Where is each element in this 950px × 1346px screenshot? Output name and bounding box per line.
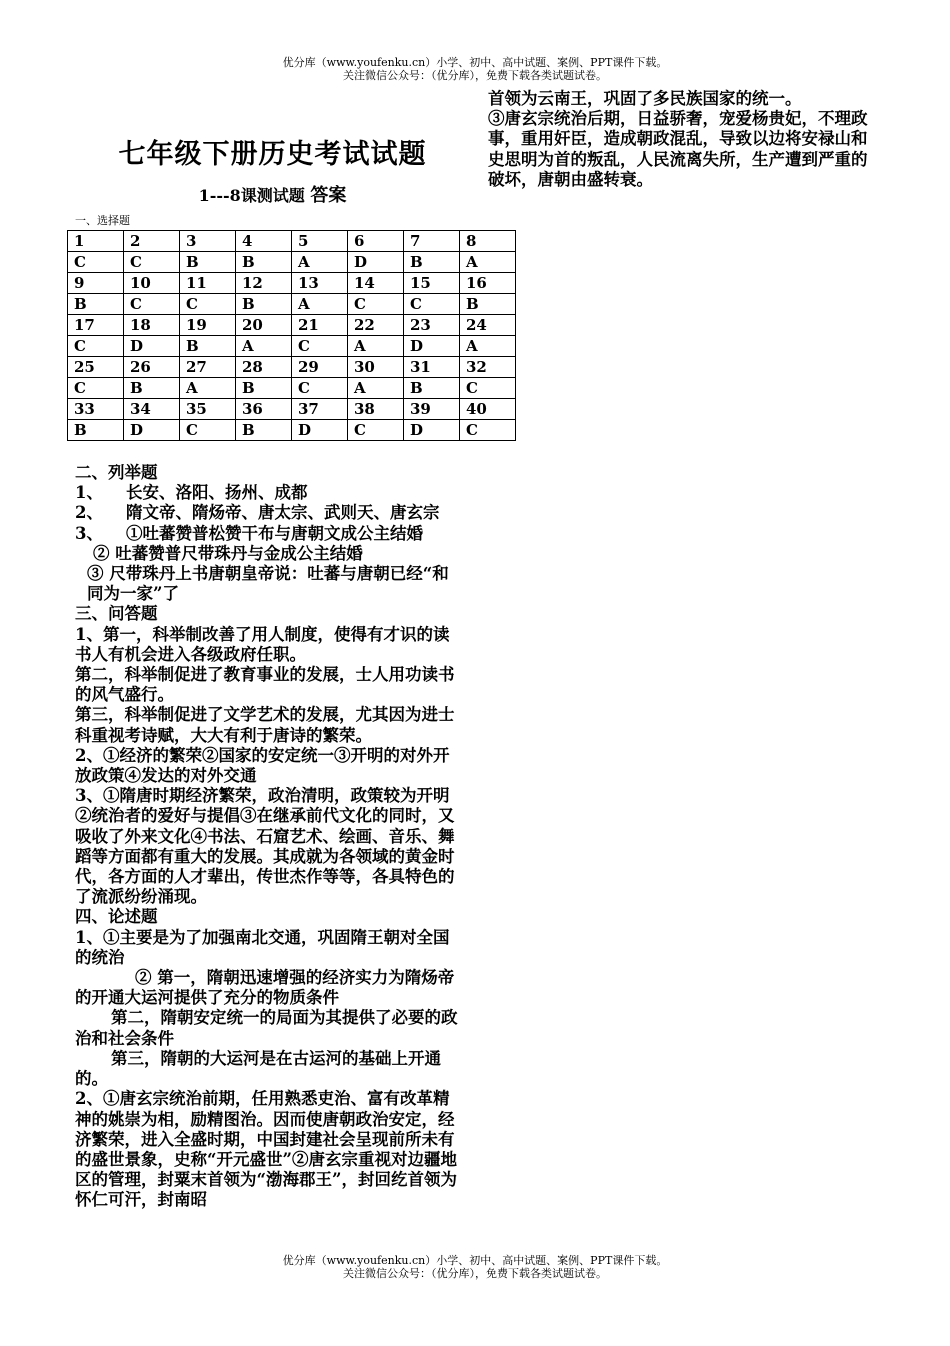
answer-choice-cell: B <box>460 294 516 315</box>
footer-line-1: 优分库（www.youfenku.cn）小学、初中、高中试题、案例、PPT课件下载。 <box>282 1254 668 1267</box>
subtitle-answer: 答案 <box>310 185 347 206</box>
footer-line-2: 关注微信公众号：（优分库），免费下载各类试题试卷。 <box>343 1267 607 1280</box>
question-number-cell: 22 <box>348 315 404 336</box>
answer-choice-cell: D <box>348 252 404 273</box>
answer-table-number-row <box>68 273 516 294</box>
answer-table-answer-row <box>68 420 516 441</box>
list-answer-3-item-3: ③ 尺带珠丹上书唐朝皇帝说：吐蕃与唐朝已经“和同为一家”了 <box>87 564 449 604</box>
answer-choice-cell: B <box>236 378 292 399</box>
answer-choice-cell: C <box>460 420 516 441</box>
answer-table-number-row <box>68 231 516 252</box>
list-answer-3: 3、 ①吐蕃赞普松赞干布与唐朝文成公主结婚 <box>75 523 423 543</box>
question-number-cell: 25 <box>68 357 124 378</box>
answer-choice-cell: B <box>180 336 236 357</box>
answer-table-answer-row <box>68 252 516 273</box>
question-number-cell: 36 <box>236 399 292 420</box>
answer-choice-cell: C <box>68 336 124 357</box>
question-number-cell: 29 <box>292 357 348 378</box>
question-number-cell: 33 <box>68 399 124 420</box>
page-subtitle <box>70 181 475 207</box>
answer-choice-cell: A <box>180 378 236 399</box>
question-number-cell: 26 <box>124 357 180 378</box>
answer-table-number-row <box>68 357 516 378</box>
qa-answer-3: 3、①隋唐时期经济繁荣，政治清明，政策较为开明②统治者的爱好与提倡③在继承前代文化的同时，又吸收了外来文化④书法、石窟艺术、绘画、音乐、舞蹈等方面都有重大的发展。其成就为各领域的黄金时代，各方面的人才辈出，传世杰作等等，各具特色的了流派纷纷涌现。 <box>75 786 455 907</box>
question-number-cell: 38 <box>348 399 404 420</box>
answer-choice-cell: B <box>236 252 292 273</box>
question-number-cell: 28 <box>236 357 292 378</box>
answer-choice-cell: A <box>236 336 292 357</box>
section-qa-title: 三、问答题 <box>75 604 158 624</box>
answer-choice-cell: D <box>124 336 180 357</box>
header-line-1: 优分库（www.youfenku.cn）小学、初中、高中试题、案例、PPT课件下载。 <box>282 56 668 69</box>
list-answer-2: 2、 隋文帝、隋炀帝、唐太宗、武则天、唐玄宗 <box>75 503 440 523</box>
answer-choice-cell: B <box>68 420 124 441</box>
question-number-cell: 34 <box>124 399 180 420</box>
question-number-cell: 27 <box>180 357 236 378</box>
left-column <box>75 463 465 1211</box>
answer-choice-cell: C <box>404 294 460 315</box>
question-number-cell: 3 <box>180 231 236 252</box>
essay-answer-2: 2、①唐玄宗统治前期，任用熟悉吏治、富有改革精神的姚崇为相，励精图治。因而使唐朝政治安定，经济繁荣，进入全盛时期，中国封建社会呈现前所未有的盛世景象，史称“开元盛世”②唐玄宗重视对边疆地区的管理，封粟末首领为“渤海郡王”，封回纥首领为怀仁可汗，封南昭 <box>75 1089 457 1210</box>
question-number-cell: 12 <box>236 273 292 294</box>
answer-choice-cell: B <box>404 252 460 273</box>
answer-choice-cell: A <box>460 252 516 273</box>
question-number-cell: 39 <box>404 399 460 420</box>
essay-answer-1-part-3: 第二，隋朝安定统一的局面为其提供了必要的政治和社会条件 <box>75 1008 458 1048</box>
question-number-cell: 14 <box>348 273 404 294</box>
question-number-cell: 30 <box>348 357 404 378</box>
answer-choice-cell: C <box>348 420 404 441</box>
header-line-2: 关注微信公众号：（优分库），免费下载各类试题试卷。 <box>343 69 607 82</box>
qa-answer-2: 2、①经济的繁荣②国家的安定统一③开明的对外开放政策④发达的对外交通 <box>75 745 450 786</box>
question-number-cell: 4 <box>236 231 292 252</box>
right-column <box>488 89 880 190</box>
question-number-cell: 13 <box>292 273 348 294</box>
qa-answer-1-second: 第二，科举制促进了教育事业的发展，士人用功读书的风气盛行。 <box>75 665 455 705</box>
qa-answer-1-third: 第三，科举制促进了文学艺术的发展，尤其因为进士科重视考诗赋，大大有利于唐诗的繁荣。 <box>75 705 455 745</box>
question-number-cell: 9 <box>68 273 124 294</box>
answer-table-answer-row <box>68 336 516 357</box>
essay-answer-1-part-4: 第三，隋朝的大运河是在古运河的基础上开通的。 <box>75 1048 441 1089</box>
section-essay-title: 四、论述题 <box>75 907 158 927</box>
question-number-cell: 7 <box>404 231 460 252</box>
answer-choice-cell: D <box>404 336 460 357</box>
question-number-cell: 6 <box>348 231 404 252</box>
question-number-cell: 15 <box>404 273 460 294</box>
question-number-cell: 35 <box>180 399 236 420</box>
answer-choice-cell: C <box>180 294 236 315</box>
essay-answer-2-part-3: ③唐玄宗统治后期，日益骄奢，宠爱杨贵妃，不理政事，重用奸臣，造成朝政混乱，导致以边将安禄山和史思明为首的叛乱，人民流离失所，生产遭到严重的破坏，唐朝由盛转衰。 <box>488 109 868 189</box>
answer-choice-cell: A <box>292 252 348 273</box>
subtitle-prefix: 1---8课测试题 <box>198 186 305 205</box>
answer-table <box>67 230 516 441</box>
essay-answer-1-part-1: 1、①主要是为了加强南北交通，巩固隋王朝对全国的统治 <box>75 927 450 967</box>
page-title: 七年级下册历史考试试题 <box>118 139 427 170</box>
essay-answer-2-continued: 首领为云南王，巩固了多民族国家的统一。 <box>488 89 802 108</box>
list-answer-3-item-2: ② 吐蕃赞普尺带珠丹与金成公主结婚 <box>93 543 363 563</box>
question-number-cell: 24 <box>460 315 516 336</box>
question-number-cell: 40 <box>460 399 516 420</box>
answer-choice-cell: C <box>124 252 180 273</box>
answer-choice-cell: C <box>292 378 348 399</box>
answer-choice-cell: B <box>124 378 180 399</box>
page-header <box>0 56 950 82</box>
page-footer <box>0 1254 950 1280</box>
answer-choice-cell: B <box>236 420 292 441</box>
answer-choice-cell: A <box>348 378 404 399</box>
question-number-cell: 8 <box>460 231 516 252</box>
question-number-cell: 23 <box>404 315 460 336</box>
question-number-cell: 37 <box>292 399 348 420</box>
question-number-cell: 17 <box>68 315 124 336</box>
question-number-cell: 18 <box>124 315 180 336</box>
question-number-cell: 16 <box>460 273 516 294</box>
answer-choice-cell: C <box>460 378 516 399</box>
answer-choice-cell: C <box>348 294 404 315</box>
question-number-cell: 19 <box>180 315 236 336</box>
answer-table-number-row <box>68 399 516 420</box>
answer-choice-cell: D <box>404 420 460 441</box>
question-number-cell: 11 <box>180 273 236 294</box>
section-list-title: 二、列举题 <box>75 463 158 482</box>
answer-choice-cell: C <box>292 336 348 357</box>
answer-choice-cell: C <box>124 294 180 315</box>
answer-choice-cell: D <box>292 420 348 441</box>
question-number-cell: 21 <box>292 315 348 336</box>
answer-choice-cell: C <box>68 378 124 399</box>
answer-choice-cell: B <box>180 252 236 273</box>
answer-choice-cell: B <box>236 294 292 315</box>
question-number-cell: 1 <box>68 231 124 252</box>
answer-choice-cell: C <box>68 252 124 273</box>
answer-choice-cell: D <box>124 420 180 441</box>
question-number-cell: 2 <box>124 231 180 252</box>
question-number-cell: 32 <box>460 357 516 378</box>
answer-choice-cell: C <box>180 420 236 441</box>
question-number-cell: 10 <box>124 273 180 294</box>
question-number-cell: 31 <box>404 357 460 378</box>
answer-table-answer-row <box>68 378 516 399</box>
question-number-cell: 5 <box>292 231 348 252</box>
section-choice-title: 一、选择题 <box>75 214 130 227</box>
question-number-cell: 20 <box>236 315 292 336</box>
answer-choice-cell: B <box>68 294 124 315</box>
answer-choice-cell: A <box>460 336 516 357</box>
list-answer-1: 1、 长安、洛阳、扬州、成都 <box>75 483 308 503</box>
essay-answer-1-part-2: ② 第一，隋朝迅速增强的经济实力为隋炀帝的开通大运河提供了充分的物质条件 <box>75 968 455 1008</box>
answer-choice-cell: B <box>404 378 460 399</box>
answer-table-number-row <box>68 315 516 336</box>
answer-table-answer-row <box>68 294 516 315</box>
qa-answer-1-first: 1、第一，科举制改善了用人制度，使得有才识的读书人有机会进入各级政府任职。 <box>75 624 450 664</box>
answer-choice-cell: A <box>348 336 404 357</box>
answer-choice-cell: A <box>292 294 348 315</box>
